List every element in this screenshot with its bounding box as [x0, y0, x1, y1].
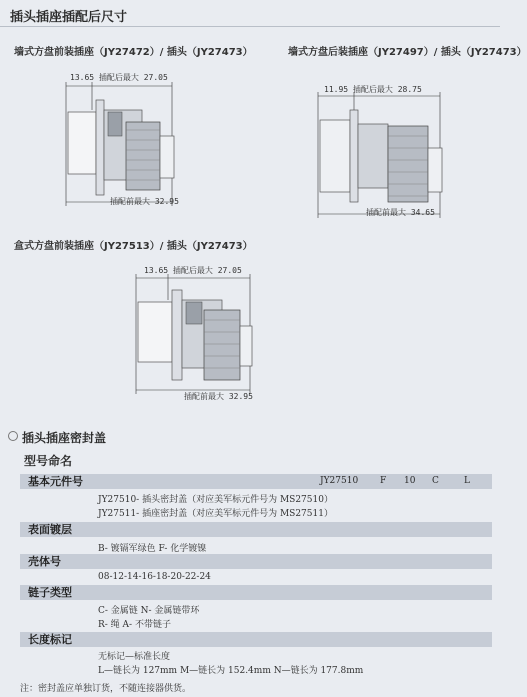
code-part-chain: C [432, 476, 439, 486]
page-title: 插头插座插配后尺寸 [10, 10, 128, 25]
group-band-shell-size [20, 554, 492, 569]
group-label: 基本元件号 [28, 475, 83, 488]
group-band-length-mark [20, 632, 492, 647]
group-line: L—链长为 127mm M—链长为 152.4mm N—链长为 177.8mm [98, 666, 364, 676]
diagram-3-title: 盒式方盘前装插座（JY27513）/ 插头（JY27473） [14, 241, 253, 252]
diagram-3-top-dimension: 13.65 插配后最大 27.05 [144, 266, 242, 275]
group-label: 壳体号 [28, 555, 61, 568]
group-label: 链子类型 [28, 586, 72, 599]
group-line: JY27510- 插头密封盖（对应美军标元件号为 MS27510） [98, 495, 333, 505]
diagram-1-bottom-dimension: 插配前最大 32.95 [110, 197, 179, 206]
group-label: 表面镀层 [28, 523, 72, 536]
diagram-2-top-dimension: 11.95 插配后最大 28.75 [324, 85, 422, 94]
diagram-3-connector-drawing [126, 272, 276, 397]
footnote: 注：密封盖应单独订货，不随连接器供货。 [20, 684, 192, 694]
diagram-2-bottom-dimension: 插配前最大 34.65 [366, 208, 435, 217]
group-line: 08-12-14-16-18-20-22-24 [98, 572, 211, 582]
group-line: JY27511- 插座密封盖（对应美军标元件号为 MS27511） [98, 509, 333, 519]
group-band-basic-part [20, 474, 492, 489]
diagram-2-connector-drawing [310, 90, 460, 220]
group-line: 无标记—标准长度 [98, 652, 171, 662]
group-line: R- 绳 A- 不带链子 [98, 620, 171, 630]
code-part-base: JY27510 [320, 476, 359, 486]
diagram-1-connector-drawing [52, 80, 212, 210]
code-part-shell: 10 [404, 476, 416, 486]
section-title: 插头插座密封盖 [22, 431, 107, 445]
title-divider [0, 26, 500, 27]
diagram-1-title: 墙式方盘前装插座（JY27472）/ 插头（JY27473） [14, 47, 253, 58]
group-line: C- 金属链 N- 金属链带环 [98, 606, 200, 616]
diagram-2-title: 墙式方盘后装插座（JY27497）/ 插头（JY27473） [288, 47, 527, 58]
group-line: B- 镀镉军绿色 F- 化学镀镍 [98, 544, 207, 554]
group-band-plating [20, 522, 492, 537]
section-bullet-icon [8, 431, 18, 441]
group-label: 长度标记 [28, 633, 72, 646]
code-part-plating: F [380, 476, 387, 486]
subtitle: 型号命名 [24, 454, 73, 468]
code-part-length: L [464, 476, 470, 486]
diagram-1-top-dimension: 13.65 插配后最大 27.05 [70, 73, 168, 82]
group-band-chain-type [20, 585, 492, 600]
diagram-3-bottom-dimension: 插配前最大 32.95 [184, 392, 253, 401]
